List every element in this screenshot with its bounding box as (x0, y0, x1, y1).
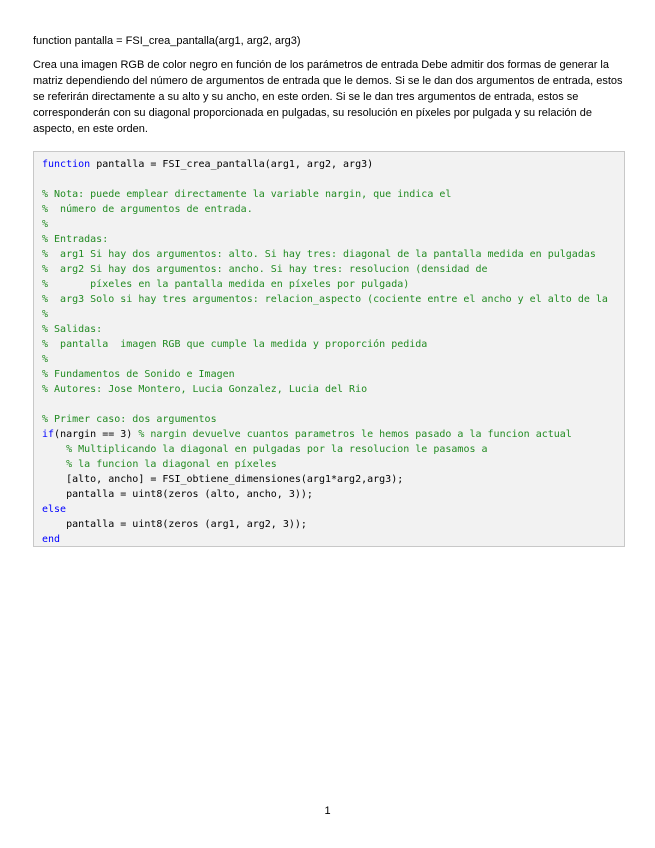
code-comment: % arg1 Si hay dos argumentos: alto. Si hay tres: diagonal de la pantalla medida en pulgadas (42, 249, 596, 260)
code-comment: % nargin devuelve cuantos parametros le hemos pasado a la funcion actual (138, 429, 572, 440)
code-text: pantalla = uint8(zeros (arg1, arg2, 3)); (42, 519, 307, 530)
code-comment: % Autores: Jose Montero, Lucia Gonzalez, Lucia del Rio (42, 384, 368, 395)
code-line (42, 472, 608, 487)
code-text (42, 444, 66, 455)
code-comment: % Primer caso: dos argumentos (42, 414, 217, 425)
code-line (42, 502, 608, 517)
code-line (42, 307, 608, 322)
function-signature: function pantalla = FSI_crea_pantalla(arg1, arg2, arg3) (33, 35, 301, 47)
code-comment: % (42, 309, 49, 320)
code-line (42, 352, 608, 367)
code-line (42, 457, 608, 472)
code-line (42, 247, 608, 262)
code-line (42, 397, 608, 412)
code-line (42, 277, 608, 292)
code-comment: % Nota: puede emplear directamente la variable nargin, que indica el (42, 189, 452, 200)
code-comment: % píxeles en la pantalla medida en píxeles por pulgada) (42, 279, 410, 290)
code-line (42, 427, 608, 442)
code-line (42, 157, 608, 172)
code-text: pantalla = uint8(zeros (alto, ancho, 3)); (42, 489, 313, 500)
code-comment: % número de argumentos de entrada. (42, 204, 253, 215)
function-description (33, 57, 633, 137)
code-comment: % la funcion la diagonal en píxeles (66, 459, 277, 470)
code-comment: % arg3 Solo si hay tres argumentos: relacion_aspecto (cociente entre el ancho y el alto de la (42, 294, 608, 305)
code-line (42, 322, 608, 337)
code-line (42, 172, 608, 187)
code-comment: % arg2 Si hay dos argumentos: ancho. Si hay tres: resolucion (densidad de (42, 264, 488, 275)
code-text (42, 459, 66, 470)
code-block (33, 151, 625, 547)
code-line (42, 337, 608, 352)
code-line (42, 202, 608, 217)
code-comment: % (42, 354, 49, 365)
description-paragraph: Crea una imagen RGB de color negro en función de los parámetros de entrada Debe admitir dos formas de generar la matriz dependiendo del número de argumentos de entrada que le demos. Si se le dan dos argumentos de entrada, estos se referirán directamente a su alto y su ancho, en este orden. Si se le dan tres argumentos de entrada, estos se corresponderán con su diagonal proporcionada en pulgadas, su resolución en píxeles por pulgada y su relación de aspecto, en este orden. (33, 59, 623, 135)
code-text: (nargin == 3) (54, 429, 139, 440)
code-comment: % Entradas: (42, 234, 109, 245)
code-line (42, 487, 608, 502)
code-keyword: function (42, 159, 91, 170)
code-comment: % Salidas: (42, 324, 103, 335)
code-line (42, 367, 608, 382)
code-line (42, 532, 608, 547)
code-line (42, 442, 608, 457)
code-line (42, 412, 608, 427)
page-number: 1 (324, 805, 331, 817)
code-keyword: if (42, 429, 55, 440)
code-line (42, 517, 608, 532)
code-listing (42, 157, 608, 547)
code-keyword: end (42, 534, 61, 545)
code-line (42, 262, 608, 277)
code-line (42, 382, 608, 397)
code-comment: % (42, 219, 49, 230)
code-text: pantalla = FSI_crea_pantalla(arg1, arg2, arg3) (90, 159, 374, 170)
code-comment: % Multiplicando la diagonal en pulgadas por la resolucion le pasamos a (66, 444, 488, 455)
code-line (42, 187, 608, 202)
code-line (42, 232, 608, 247)
code-comment: % Fundamentos de Sonido e Imagen (42, 369, 235, 380)
code-comment: % pantalla imagen RGB que cumple la medida y proporción pedida (42, 339, 428, 350)
code-keyword: else (42, 504, 67, 515)
code-line (42, 292, 608, 307)
code-line (42, 217, 608, 232)
code-text: [alto, ancho] = FSI_obtiene_dimensiones(arg1*arg2,arg3); (42, 474, 404, 485)
